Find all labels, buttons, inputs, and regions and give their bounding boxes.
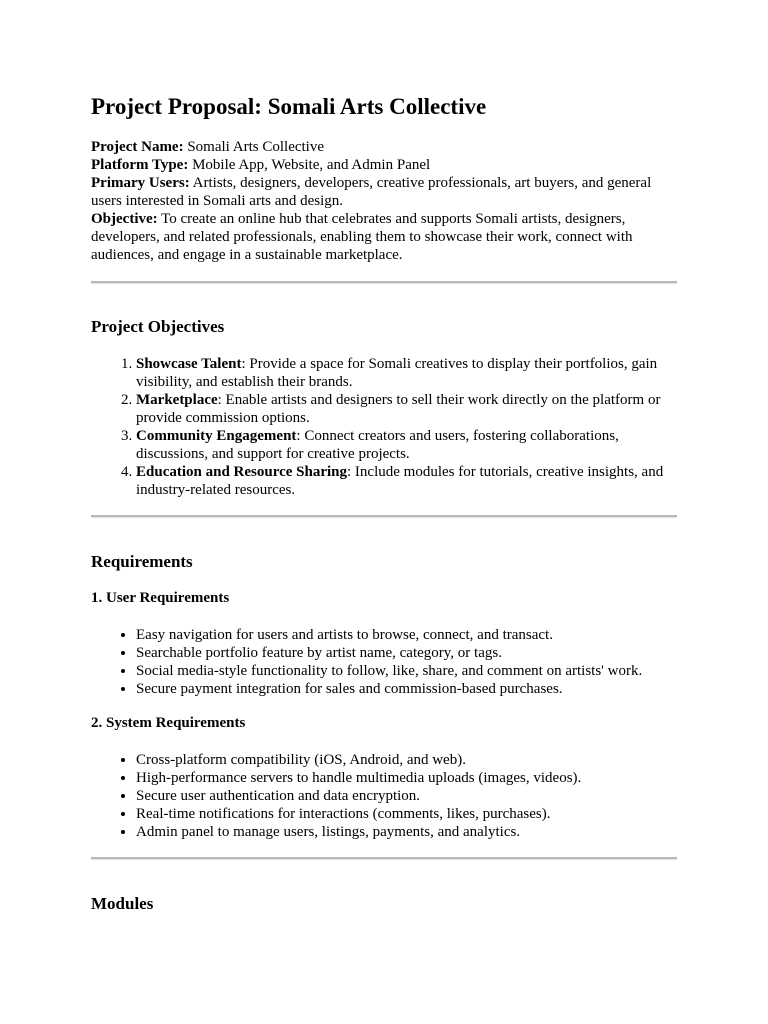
list-item: • Easy navigation for users and artists to browse, connect, and transact. (136, 626, 679, 644)
objective-term: Marketplace (136, 392, 218, 408)
objective-value: To create an online hub that celebrates and supports Somali artists, designers, developers, and related professionals, enabling them to showcase their work, connect with audiences, and engage in a sustainable marketplace. (91, 211, 633, 263)
objective-text: : Include modules for tutorials, creative insights, and industry-related resources. (136, 464, 664, 498)
system-requirements-list (91, 751, 679, 841)
list-item (136, 463, 679, 499)
objectives-heading: Project Objectives (91, 317, 225, 336)
list-item: • Real-time notifications for interactions (comments, likes, purchases). (136, 805, 679, 823)
list-item: • Secure user authentication and data encryption. (136, 787, 679, 805)
list-item: • High-performance servers to handle multimedia uploads (images, videos). (136, 769, 679, 787)
requirements-heading: Requirements (91, 552, 193, 571)
objective-label: Objective: (91, 211, 158, 227)
objective-term: Showcase Talent (136, 356, 242, 372)
objective-text: : Enable artists and designers to sell their work directly on the platform or provide commission options. (136, 392, 661, 426)
platform-type-line (91, 156, 679, 174)
project-name-label: Project Name: (91, 139, 184, 155)
platform-type-value: Mobile App, Website, and Admin Panel (192, 157, 431, 173)
page-title: Project Proposal: Somali Arts Collective (91, 94, 487, 119)
primary-users-value: Artists, designers, developers, creative professionals, art buyers, and general users interested in Somali arts and design. (91, 175, 652, 209)
modules-heading: Modules (91, 894, 154, 913)
list-item: • Searchable portfolio feature by artist name, category, or tags. (136, 644, 679, 662)
list-item (136, 355, 679, 391)
objective-text: : Provide a space for Somali creatives to display their portfolios, gain visibility, and establish their brands. (136, 356, 658, 390)
platform-type-label: Platform Type: (91, 157, 189, 173)
list-item (136, 427, 679, 463)
objective-term: Education and Resource Sharing (136, 464, 348, 480)
project-info (91, 138, 679, 264)
list-item: • Cross-platform compatibility (iOS, Android, and web). (136, 751, 679, 769)
list-item: • Admin panel to manage users, listings, payments, and analytics. (136, 823, 679, 841)
primary-users-line (91, 174, 679, 210)
divider (91, 281, 677, 284)
divider (91, 515, 677, 518)
user-requirements-heading: 1. User Requirements (91, 590, 230, 606)
primary-users-label: Primary Users: (91, 175, 190, 191)
objective-term: Community Engagement (136, 428, 297, 444)
list-item: • Social media-style functionality to follow, like, share, and comment on artists' work. (136, 662, 679, 680)
list-item: • Secure payment integration for sales and commission-based purchases. (136, 680, 679, 698)
objectives-list (91, 355, 679, 499)
project-name-line (91, 138, 679, 156)
project-name-value: Somali Arts Collective (187, 139, 324, 155)
objective-line (91, 210, 679, 264)
list-item (136, 391, 679, 427)
objective-text: : Connect creators and users, fostering collaborations, discussions, and support for creative projects. (136, 428, 619, 462)
user-requirements-list (91, 626, 679, 698)
divider (91, 857, 677, 860)
system-requirements-heading: 2. System Requirements (91, 715, 246, 731)
